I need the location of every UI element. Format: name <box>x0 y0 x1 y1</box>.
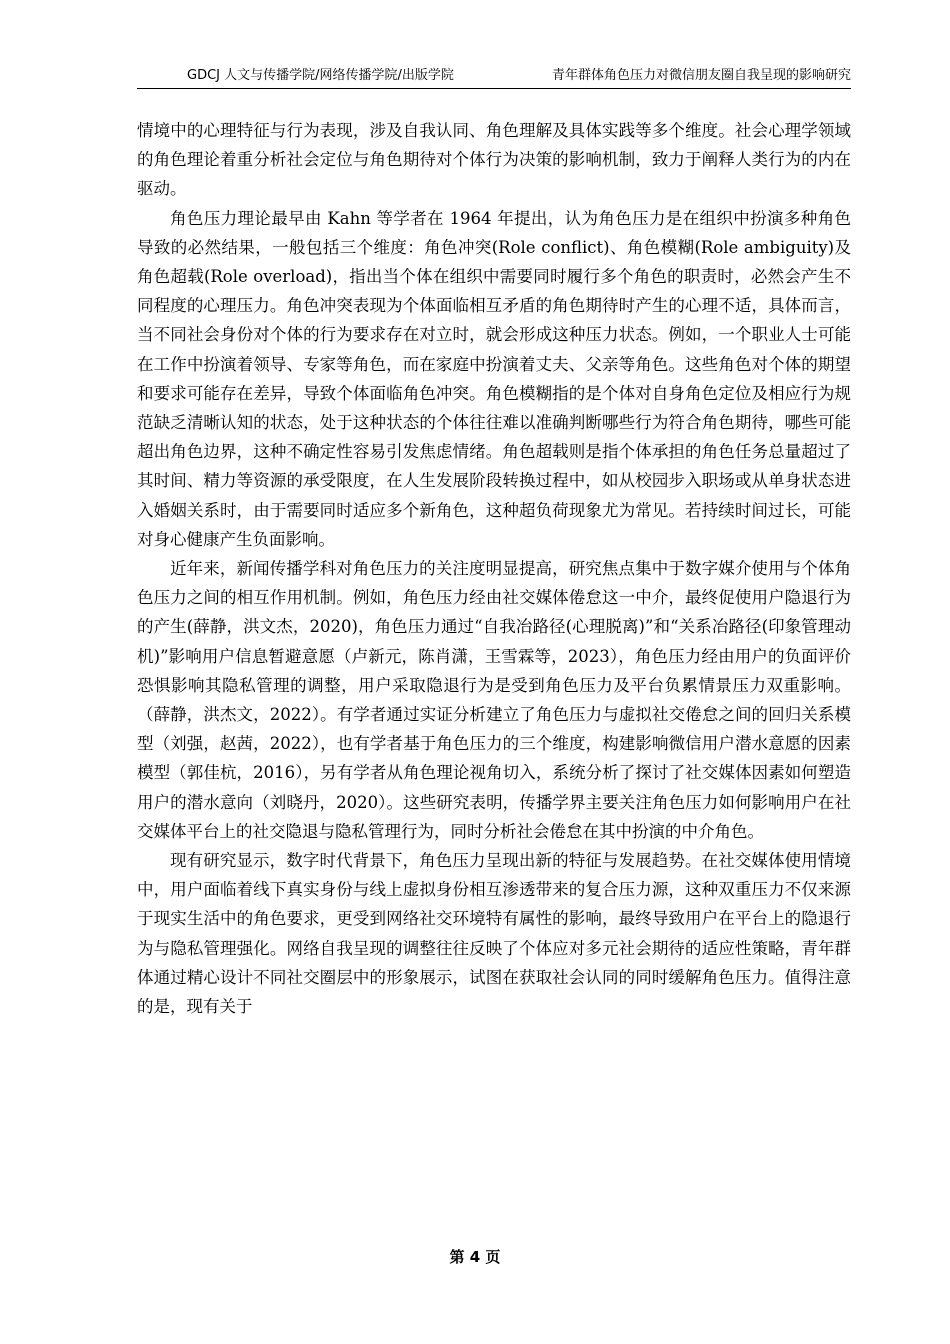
paragraph-continued: 情境中的心理特征与行为表现，涉及自我认同、角色理解及具体实践等多个维度。社会心理学领域的角色理论着重分析社会定位与角色期待对个体行为决策的影响机制，致力于阐释人类行为的内在驱动。 <box>137 121 851 199</box>
paragraph-recent-research: 近年来，新闻传播学科对角色压力的关注度明显提高，研究焦点集中于数字媒介使用与个体角色压力之间的相互作用机制。例如，角色压力经由社交媒体倦怠这一中介，最终促使用户隐退行为的产生(薛静，洪文杰，2020)，角色压力通过“自我冶路径(心理脱离)”和“关系冶路径(印象管理动机)”影响用户信息暂避意愿（卢新元，陈肖潇，王雪霖等，2023），角色压力经由用户的负面评价恐惧影响其隐私管理的调整，用户采取隐退行为是受到角色压力及平台负累情景压力双重影响。（薛静，洪杰文，2022）。有学者通过实证分析建立了角色压力与虚拟社交倦怠之间的回归关系模型（刘强，赵茜，2022），也有学者基于角色压力的三个维度，构建影响微信用户潜水意愿的因素模型（郭佳杭，2016），另有学者从角色理论视角切入，系统分析了探讨了社交媒体因素如何塑造用户的潜水意向（刘晓丹，2020）。这些研究表明，传播学界主要关注角色压力如何影响用户在社交媒体平台上的社交隐退与隐私管理行为，同时分析社会倦怠在其中扮演的中介角色。 <box>137 559 851 841</box>
page-header <box>137 64 851 89</box>
body-text <box>137 116 851 1021</box>
paragraph-role-stress-theory: 角色压力理论最早由 Kahn 等学者在 1964 年提出，认为角色压力是在组织中扮演多种角色导致的必然结果，一般包括三个维度：角色冲突(Role conflict)、角色模糊(Role ambiguity)及角色超载(Role overload)，指出当个体在组织中需要同时履行多个角色的职责时，必然会产生不同程度的心理压力。角色冲突表现为个体面临相互矛盾的角色期待时产生的心理不适，具体而言，当不同社会身份对个体的行为要求存在对立时，就会形成这种压力状态。例如，一个职业人士可能在工作中扮演着领导、专家等角色，而在家庭中扮演着丈夫、父亲等角色。这些角色对个体的期望和要求可能存在差异，导致个体面临角色冲突。角色模糊指的是个体对自身角色定位及相应行为规范缺乏清晰认知的状态，处于这种状态的个体往往难以准确判断哪些行为符合角色期待，哪些可能超出角色边界，这种不确定性容易引发焦虑情绪。角色超载则是指个体承担的角色任务总量超过了其时间、精力等资源的承受限度，在人生发展阶段转换过程中，如从校园步入职场或从单身状态进入婚姻关系时，由于需要同时适应多个新角色，这种超负荷现象尤为常见。若持续时间过长，可能对身心健康产生负面影响。 <box>137 208 851 549</box>
header-paper-title: 青年群体角色压力对微信朋友圈自我呈现的影响研究 <box>551 68 851 83</box>
header-institution: GDCJ 人文与传播学院/网络传播学院/出版学院 <box>187 68 454 83</box>
paragraph-existing-findings: 现有研究显示，数字时代背景下，角色压力呈现出新的特征与发展趋势。在社交媒体使用情境中，用户面临着线下真实身份与线上虚拟身份相互渗透带来的复合压力源，这种双重压力不仅来源于现实生活中的角色要求，更受到网络社交环境特有属性的影响，最终导致用户在平台上的隐退行为与隐私管理强化。网络自我呈现的调整往往反映了个体应对多元社会期待的适应性策略，青年群体通过精心设计不同社交圈层中的形象展示，试图在获取社会认同的同时缓解角色压力。值得注意的是，现有关于 <box>137 851 851 1017</box>
page-number: 第 4 页 <box>449 1248 501 1266</box>
